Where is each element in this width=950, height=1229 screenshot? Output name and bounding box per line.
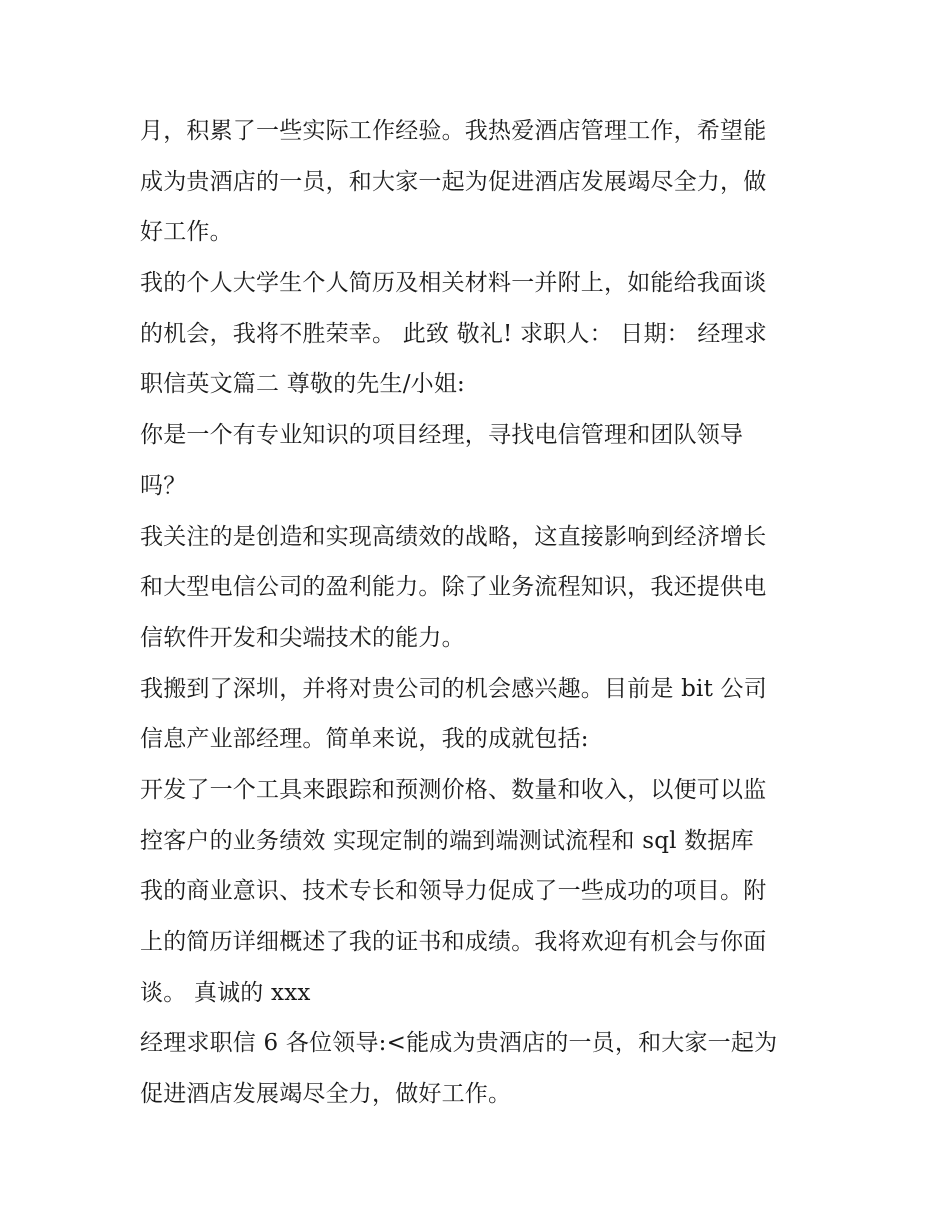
text-line: 我关注的是创造和实现高绩效的战略，这直接影响到经济增长 <box>140 523 767 550</box>
text-line: 我的个人大学生个人简历及相关材料一并附上，如能给我面谈 <box>140 270 767 297</box>
text-line: 控客户的业务绩效 实现定制的端到端测试流程和 sql 数据库 <box>140 827 754 854</box>
text-line: 成为贵酒店的一员，和大家一起为促进酒店发展竭尽全力，做 <box>140 168 767 195</box>
text-line: 职信英文篇二 尊敬的先生/小姐: <box>140 371 466 398</box>
text-line: 上的简历详细概述了我的证书和成绩。我将欢迎有机会与你面 <box>140 929 767 955</box>
text-line: 和大型电信公司的盈利能力。除了业务流程知识，我还提供电 <box>140 574 767 601</box>
text-line: 我搬到了深圳，并将对贵公司的机会感兴趣。目前是 bit 公司 <box>140 675 767 702</box>
text-line: 吗？ <box>140 472 187 499</box>
text-line: 经理求职信 6 各位领导:<能成为贵酒店的一员，和大家一起为 <box>140 1030 778 1057</box>
text-line: 你是一个有专业知识的项目经理，寻找电信管理和团队领导 <box>140 422 744 449</box>
text-line: 信软件开发和尖端技术的能力。 <box>140 624 465 651</box>
text-line: 促进酒店发展竭尽全力，做好工作。 <box>140 1081 512 1108</box>
text-line: 的机会，我将不胜荣幸。 此致 敬礼! 求职人： 日期： 经理求 <box>140 320 767 347</box>
text-line: 我的商业意识、技术专长和领导力促成了一些成功的项目。附 <box>140 878 767 905</box>
text-line: 月，积累了一些实际工作经验。我热爱酒店管理工作，希望能 <box>140 118 767 144</box>
body-text <box>140 106 830 1120</box>
text-line: 好工作。 <box>140 219 233 246</box>
text-line: 开发了一个工具来跟踪和预测价格、数量和收入，以便可以监 <box>140 776 767 803</box>
text-line: 谈。 真诚的 xxx <box>140 979 311 1006</box>
text-line: 信息产业部经理。简单来说，我的成就包括: <box>140 726 589 753</box>
